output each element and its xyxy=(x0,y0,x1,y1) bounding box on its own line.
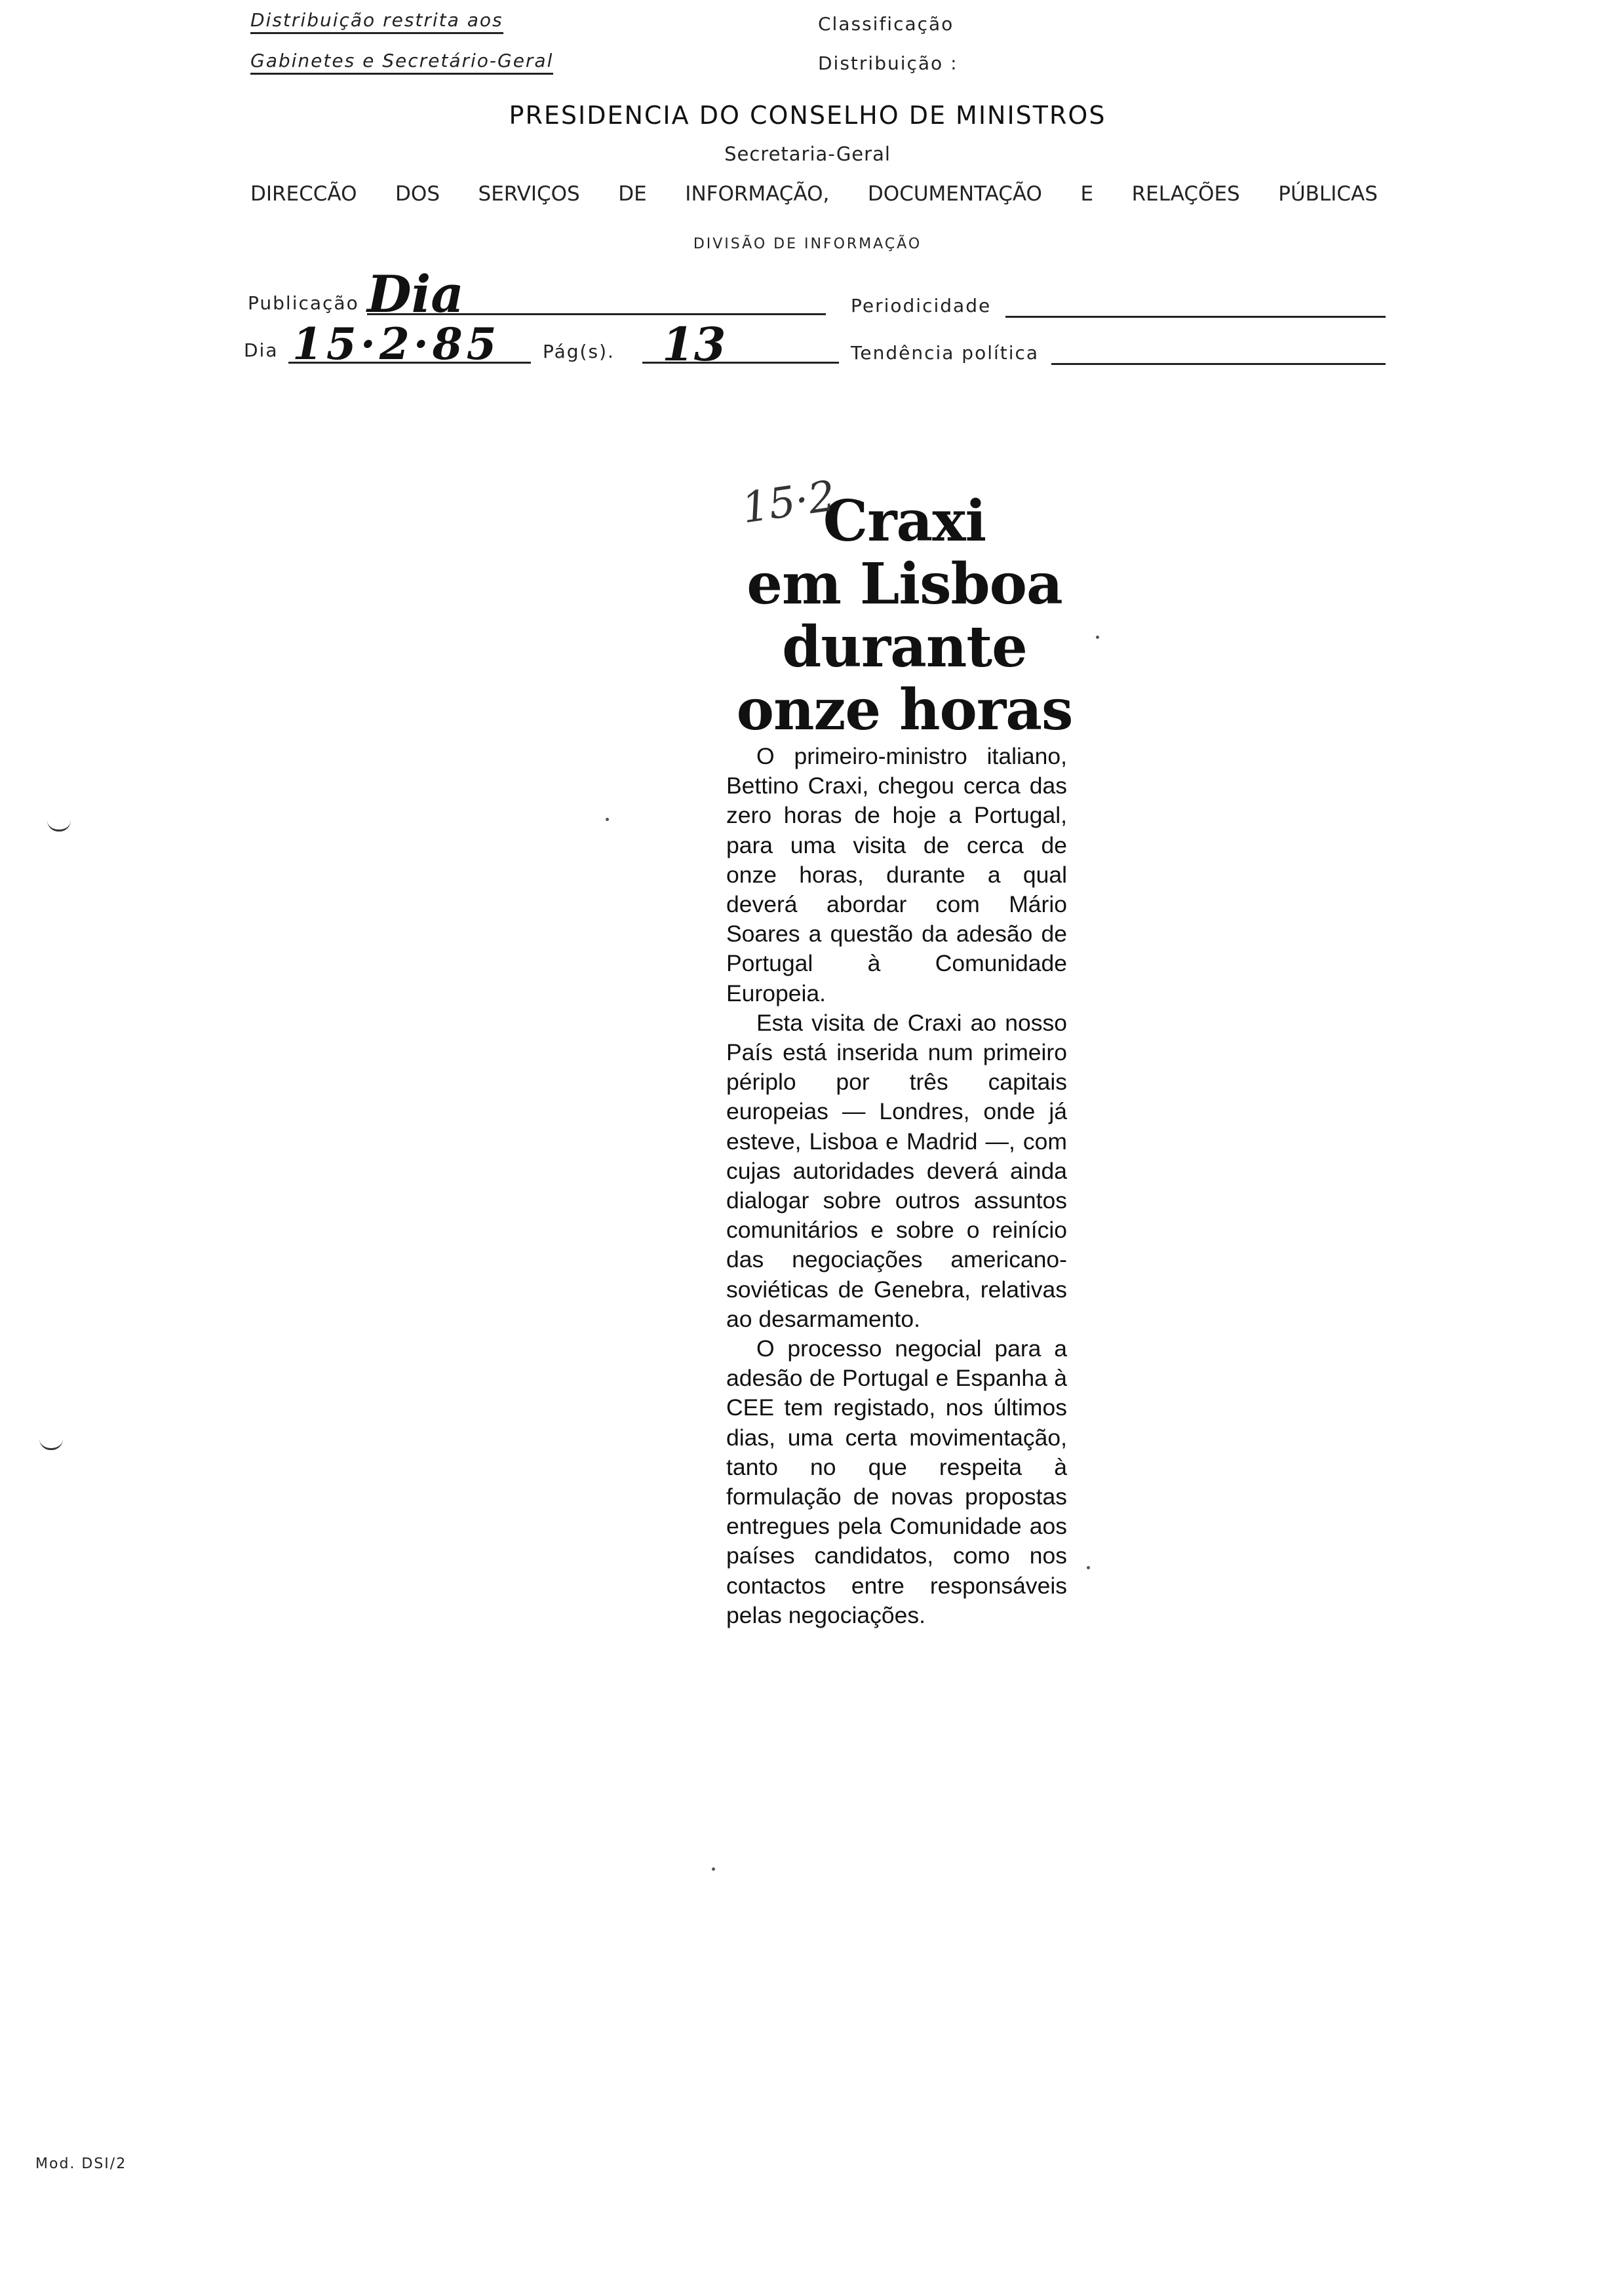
direccao-word: E xyxy=(1080,182,1094,206)
tendencia-label: Tendência política xyxy=(851,342,1040,364)
direccao-word: SERVIÇOS xyxy=(478,182,580,206)
direccao-word: RELAÇÕES xyxy=(1131,182,1240,206)
distribuicao-label: Distribuição : xyxy=(818,52,958,74)
form-code: Mod. DSI/2 xyxy=(35,2156,127,2172)
article-paragraph-2: Esta visita de Craxi ao nosso País está inserida num primeiro périplo por três capitais europeias — Londres, onde já esteve, Lisboa e Madrid —, com cujas autoridades deverá ainda dialogar sobre outros assuntos comunitários e sobre o reinício das negociações americano-soviéticas de Genebra, relativas ao desarmamento. xyxy=(726,1009,1067,1332)
page-subtitle: Secretaria-Geral xyxy=(724,143,891,165)
pags-label: Pág(s). xyxy=(543,341,615,362)
dia-label: Dia xyxy=(244,339,279,361)
scan-speck xyxy=(1087,1566,1090,1569)
direccao-word: DIRECCÃO xyxy=(250,182,357,206)
publicacao-rule xyxy=(367,313,826,315)
scan-speck xyxy=(606,818,609,821)
scan-speck xyxy=(712,1867,715,1871)
article-body xyxy=(726,742,1067,1630)
distribution-line-2: Gabinetes e Secretário-Geral xyxy=(250,50,553,75)
headline-line-1: Craxi xyxy=(823,488,986,554)
dia-value: 15·2·85 xyxy=(292,318,501,370)
tendencia-rule xyxy=(1051,363,1386,365)
headline-line-3: durante xyxy=(782,614,1027,680)
headline-line-2: em Lisboa xyxy=(747,551,1062,617)
publicacao-label: Publicação xyxy=(248,292,359,314)
publicacao-value: Dia xyxy=(367,265,464,324)
handwritten-annotation: 15·2 xyxy=(739,472,838,533)
article-paragraph-1: O primeiro-ministro italiano, Bettino Craxi, chegou cerca das zero horas de hoje a Portugal, para uma visita de cerca de onze horas, durante a qual deverá abordar com Mário Soares a questão da adesão de Portugal à Comunidade Europeia. xyxy=(726,743,1067,1006)
dia-rule xyxy=(288,362,531,364)
direccao-word: INFORMAÇÃO, xyxy=(685,182,830,206)
scan-speck xyxy=(1096,636,1099,639)
page-title: PRESIDENCIA DO CONSELHO DE MINISTROS xyxy=(509,101,1106,130)
margin-mark xyxy=(47,820,71,832)
divisao-label: DIVISÃO DE INFORMAÇÃO xyxy=(693,236,922,252)
periodicidade-rule xyxy=(1005,316,1386,318)
classificacao-label: Classificação xyxy=(818,13,954,35)
direccao-word: PÚBLICAS xyxy=(1278,182,1378,206)
article-paragraph-3: O processo negocial para a adesão de Portugal e Espanha à CEE tem registado, nos últimos dias, uma certa movimentação, tanto no que respeita à formulação de novas propostas entregues pela Comunidade aos países candidatos, como nos contactos entre responsáveis pelas negociações. xyxy=(726,1335,1067,1628)
distribution-line-1: Distribuição restrita aos xyxy=(250,9,503,34)
periodicidade-label: Periodicidade xyxy=(851,295,992,316)
pags-rule xyxy=(642,362,839,364)
headline-line-4: onze horas xyxy=(736,677,1073,743)
direccao-line xyxy=(250,182,1378,206)
margin-mark xyxy=(39,1439,63,1450)
direccao-word: DE xyxy=(618,182,647,206)
pags-value: 13 xyxy=(662,317,726,372)
direccao-word: DOS xyxy=(395,182,440,206)
direccao-word: DOCUMENTAÇÃO xyxy=(867,182,1042,206)
